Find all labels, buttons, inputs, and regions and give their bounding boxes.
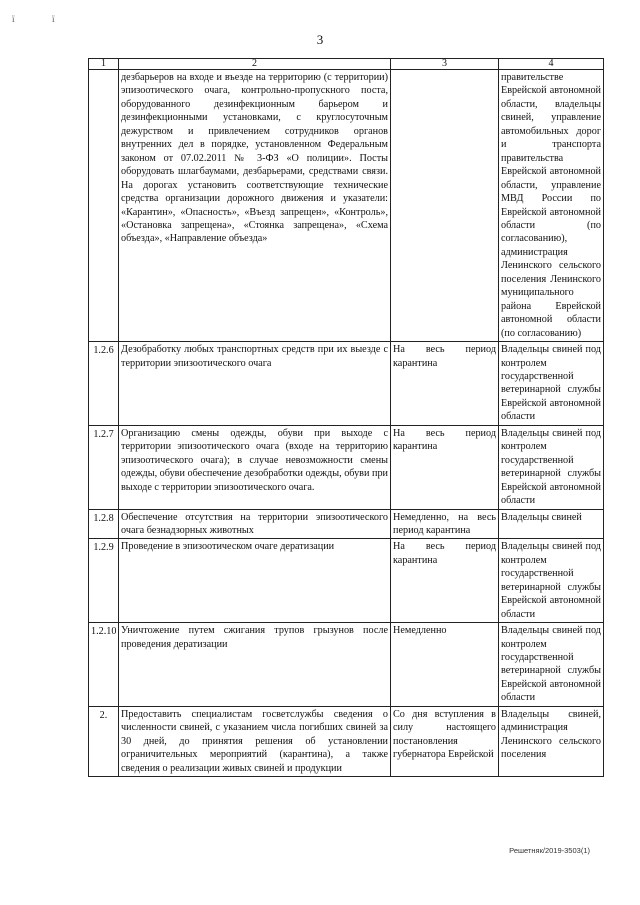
row-number: 2. <box>89 706 119 776</box>
measures-table <box>88 58 604 777</box>
header-col-4: 4 <box>499 59 604 70</box>
document-footer-code: Решетняк/2019-3503(1) <box>509 846 590 855</box>
row-number: 1.2.8 <box>89 509 119 539</box>
table-row <box>89 706 604 776</box>
row-term: На весь период карантина <box>391 425 499 509</box>
row-term: Немедленно <box>391 623 499 707</box>
corner-mark-right: ї <box>52 14 55 24</box>
header-col-2: 2 <box>119 59 391 70</box>
row-responsible: Владельцы свиней под контролем государственной ветеринарной службы Еврейской автономной области <box>499 623 604 707</box>
row-term: На весь период карантина <box>391 539 499 623</box>
table-row <box>89 425 604 509</box>
row-action: дезбарьеров на входе и въезде на территорию (с территории) эпизоотического очага, контрольно-пропускного поста, оборудованного дезинфекционным барьером и дезинфекционными установками, с круглосуточным дежурством и привлечением сотрудников органов внутренних дел в порядке, установленном Федеральным законом от 07.02.2011 № 3-ФЗ «О полиции». Посты оборудовать шлагбаумами, дезбарьерами, средствами связи. На дорогах установить соответствующие технические средства организации дорожного движения и указатели: «Карантин», «Опасность», «Въезд запрещен», «Контроль», «Остановка запрещена», «Стоянка запрещена», «Схема объезда», «Направление объезда» <box>119 70 391 342</box>
row-action: Проведение в эпизоотическом очаге дератизации <box>119 539 391 623</box>
page-number: 3 <box>316 32 324 47</box>
row-term: Со дня вступления в силу настоящего постановления губернатора Еврейской <box>391 706 499 776</box>
row-term: На весь период карантина <box>391 342 499 426</box>
row-responsible: правительстве Еврейской автономной области, владельцы свиней, управление автомобильных дорог и транспорта правительства Еврейской автономной области, управление МВД России по Еврейской автономной области (по согласованию), администрация Ленинского сельского поселения Ленинского муниципального района Еврейской автономной области (по согласованию) <box>499 70 604 342</box>
row-number <box>89 70 119 342</box>
row-action: Предоставить специалистам госветслужбы сведения о численности свиней, с указанием числа погибших свиней за 30 дней, до принятия решения об установлении ограничительных мероприятий (карантина), а также сведения о реализации живых свиней и продукции <box>119 706 391 776</box>
row-action: Обеспечение отсутствия на территории эпизоотического очага безнадзорных животных <box>119 509 391 539</box>
table-header-row <box>89 59 604 70</box>
row-number: 1.2.10 <box>89 623 119 707</box>
table-row <box>89 342 604 426</box>
row-responsible: Владельцы свиней под контролем государственной ветеринарной службы Еврейской автономной области <box>499 539 604 623</box>
row-responsible: Владельцы свиней, администрация Ленинского сельского поселения <box>499 706 604 776</box>
row-action: Дезобработку любых транспортных средств при их выезде с территории эпизоотического очага <box>119 342 391 426</box>
table-row <box>89 623 604 707</box>
header-col-3: 3 <box>391 59 499 70</box>
row-responsible: Владельцы свиней <box>499 509 604 539</box>
row-number: 1.2.6 <box>89 342 119 426</box>
table-row <box>89 509 604 539</box>
table-row <box>89 70 604 342</box>
row-term <box>391 70 499 342</box>
row-term: Немедленно, на весь период карантина <box>391 509 499 539</box>
row-number: 1.2.9 <box>89 539 119 623</box>
corner-mark-left: ї <box>12 14 15 24</box>
row-responsible: Владельцы свиней под контролем государственной ветеринарной службы Еврейской автономной области <box>499 342 604 426</box>
row-action: Уничтожение путем сжигания трупов грызунов после проведения дератизации <box>119 623 391 707</box>
row-number: 1.2.7 <box>89 425 119 509</box>
row-action: Организацию смены одежды, обуви при выходе с территории эпизоотического очага (входе на территорию эпизоотического очага); в случае невозможности смены одежды, обуви обеспечение дезобработки одежды, обуви при выходе с территории эпизоотического очага. <box>119 425 391 509</box>
header-col-1: 1 <box>89 59 119 70</box>
row-responsible: Владельцы свиней под контролем государственной ветеринарной службы Еврейской автономной области <box>499 425 604 509</box>
table-row <box>89 539 604 623</box>
